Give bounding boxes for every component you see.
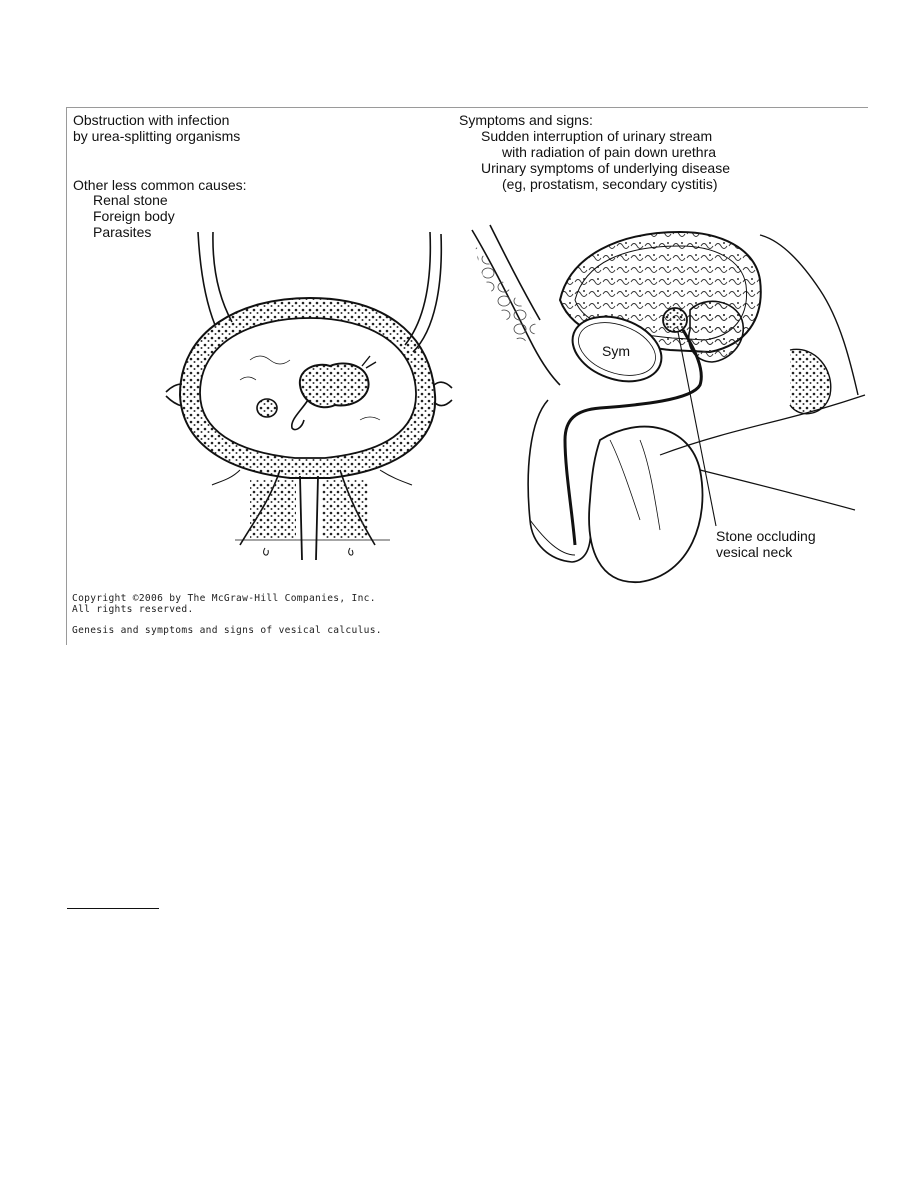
copyright-line1: Copyright ©2006 by The McGraw-Hill Companies, Inc.	[72, 593, 376, 604]
symptoms-heading: Symptoms and signs:	[459, 112, 593, 128]
cause-item: Foreign body	[93, 208, 175, 224]
symptom-line: Sudden interruption of urinary stream	[481, 128, 713, 144]
bladder-coronal-drawing	[166, 232, 452, 560]
cause-item: Parasites	[93, 224, 152, 240]
stone-label-line1: Stone occluding	[716, 528, 816, 544]
underline-rule	[67, 908, 159, 909]
symptom-line: with radiation of pain down urethra	[502, 144, 717, 160]
left-text-line2: by urea-splitting organisms	[73, 128, 241, 144]
copyright-line2: All rights reserved.	[72, 604, 194, 615]
left-text-line1: Obstruction with infection	[73, 112, 230, 128]
other-causes-heading: Other less common causes:	[73, 177, 247, 193]
sym-label: Sym	[602, 343, 630, 359]
figure-caption: Genesis and symptoms and signs of vesical calculus.	[72, 625, 382, 636]
symptom-line: Urinary symptoms of underlying disease	[481, 160, 730, 176]
cause-item: Renal stone	[93, 192, 168, 208]
stone-label-line2: vesical neck	[716, 544, 793, 560]
symptom-line: (eg, prostatism, secondary cystitis)	[502, 176, 718, 192]
